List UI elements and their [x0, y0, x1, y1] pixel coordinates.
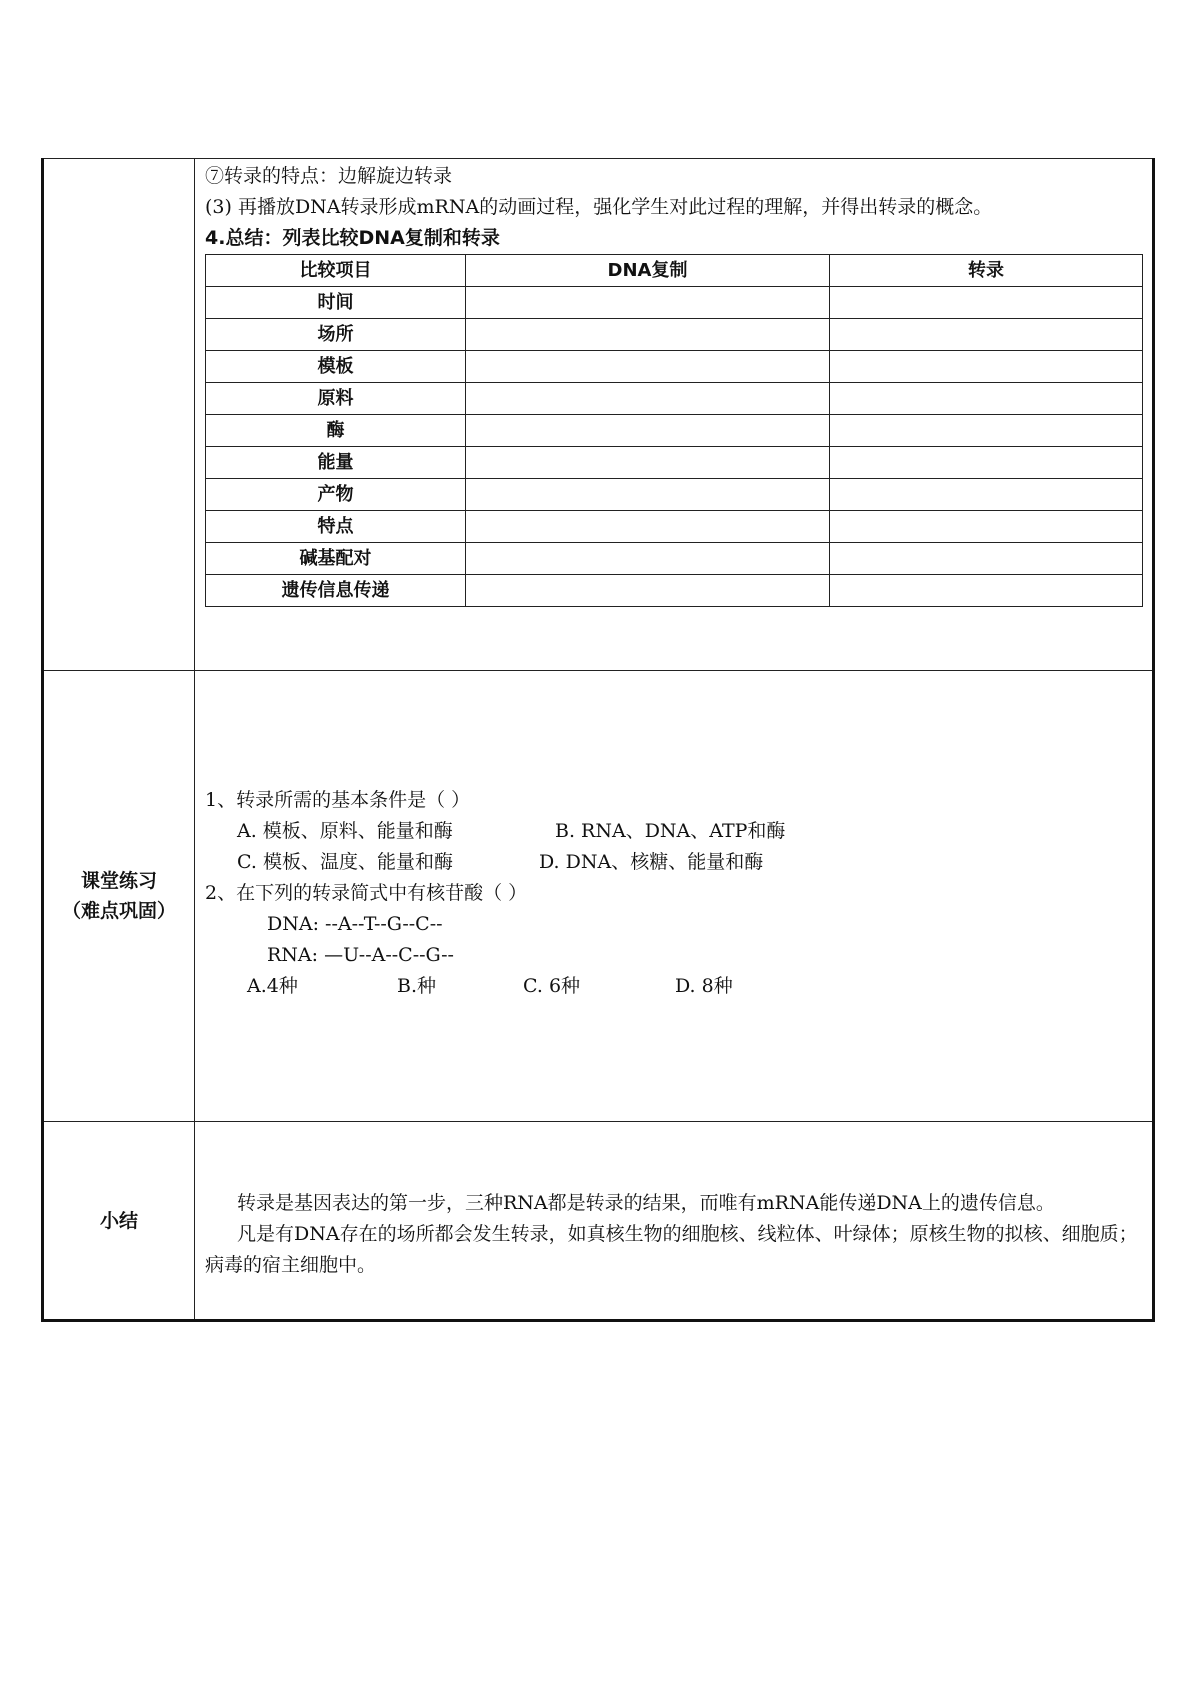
- animation-step-line: (3) 再播放DNA转录形成mRNA的动画过程，强化学生对此过程的理解，并得出转录的概念。: [205, 196, 993, 218]
- row-label: 能量: [206, 447, 466, 479]
- dna-replication-cell[interactable]: [466, 511, 830, 543]
- comparison-header-row: [206, 255, 1143, 287]
- option-d[interactable]: D. 8种: [675, 975, 733, 997]
- transcription-cell[interactable]: [830, 543, 1143, 575]
- exercise-row: [43, 671, 1154, 1122]
- comparison-row: [206, 351, 1143, 383]
- comparison-row: [206, 319, 1143, 351]
- summary-label: 小结: [99, 1209, 138, 1232]
- row-label: 时间: [206, 287, 466, 319]
- row-label: 模板: [206, 351, 466, 383]
- transcription-cell[interactable]: [830, 447, 1143, 479]
- row-label: 原料: [206, 383, 466, 415]
- comparison-row: [206, 415, 1143, 447]
- option-b[interactable]: B. RNA、DNA、ATP和酶: [555, 820, 786, 842]
- question-1-options-ab: [205, 816, 1140, 847]
- row-label: 场所: [206, 319, 466, 351]
- dna-replication-cell[interactable]: [466, 447, 830, 479]
- option-a[interactable]: A. 模板、原料、能量和酶: [237, 820, 453, 842]
- dna-replication-cell[interactable]: [466, 383, 830, 415]
- transcription-cell[interactable]: [830, 415, 1143, 447]
- summary-content-cell: [195, 1122, 1154, 1321]
- comparison-row: [206, 575, 1143, 607]
- dna-replication-cell[interactable]: [466, 415, 830, 447]
- comparison-row: [206, 383, 1143, 415]
- option-d[interactable]: D. DNA、核糖、能量和酶: [539, 851, 764, 873]
- question-2-options: [205, 971, 1140, 1002]
- dna-replication-cell[interactable]: [466, 351, 830, 383]
- exercise-label: 课堂练习: [80, 870, 157, 892]
- transcription-cell[interactable]: [830, 575, 1143, 607]
- comparison-row: [206, 479, 1143, 511]
- transcription-feature-line: ⑦转录的特点：边解旋边转录: [205, 165, 453, 187]
- row-label: 碱基配对: [206, 543, 466, 575]
- header-dna-replication: DNA复制: [466, 255, 830, 287]
- comparison-row: [206, 447, 1143, 479]
- header-item: 比较项目: [206, 255, 466, 287]
- question-1: 1、转录所需的基本条件是（ ）: [205, 789, 471, 811]
- transcription-cell[interactable]: [830, 479, 1143, 511]
- summary-label-cell: [43, 1122, 195, 1321]
- summary-row: [43, 1122, 1154, 1321]
- transcription-cell[interactable]: [830, 287, 1143, 319]
- exercise-content-cell: [195, 671, 1154, 1122]
- lesson-plan-table: [41, 158, 1155, 1322]
- label-cell-empty: [43, 159, 195, 671]
- rna-sequence: RNA: —U--A--C--G--: [267, 944, 454, 966]
- summary-paragraph-2: 凡是有DNA存在的场所都会发生转录，如真核生物的细胞核、线粒体、叶绿体；原核生物的拟核、细胞质；病毒的宿主细胞中。: [205, 1223, 1138, 1276]
- dna-sequence: DNA: --A--T--G--C--: [267, 913, 443, 935]
- comparison-table: [205, 254, 1143, 607]
- teaching-content-cell: [195, 159, 1154, 671]
- summary-heading: 4.总结：列表比较DNA复制和转录: [205, 227, 500, 249]
- dna-replication-cell[interactable]: [466, 319, 830, 351]
- transcription-cell[interactable]: [830, 351, 1143, 383]
- summary-paragraph-1: 转录是基因表达的第一步，三种RNA都是转录的结果，而唯有mRNA能传递DNA上的遗传信息。: [237, 1192, 1055, 1214]
- row-label: 特点: [206, 511, 466, 543]
- row-label: 遗传信息传递: [206, 575, 466, 607]
- option-a[interactable]: A.4种: [247, 975, 298, 997]
- comparison-row: [206, 287, 1143, 319]
- dna-replication-cell[interactable]: [466, 575, 830, 607]
- row-label: 酶: [206, 415, 466, 447]
- option-b[interactable]: B.种: [397, 975, 437, 997]
- option-c[interactable]: C. 模板、温度、能量和酶: [237, 851, 453, 873]
- question-1-options-cd: [205, 847, 1140, 878]
- row-label: 产物: [206, 479, 466, 511]
- comparison-row: [206, 511, 1143, 543]
- dna-replication-cell[interactable]: [466, 287, 830, 319]
- transcription-cell[interactable]: [830, 383, 1143, 415]
- question-2: 2、在下列的转录简式中有核苷酸（ ）: [205, 882, 528, 904]
- transcription-cell[interactable]: [830, 511, 1143, 543]
- teaching-process-row: [43, 159, 1154, 671]
- dna-replication-cell[interactable]: [466, 479, 830, 511]
- option-c[interactable]: C. 6种: [523, 975, 581, 997]
- comparison-row: [206, 543, 1143, 575]
- dna-replication-cell[interactable]: [466, 543, 830, 575]
- transcription-cell[interactable]: [830, 319, 1143, 351]
- exercise-label-cell: [43, 671, 195, 1122]
- exercise-sublabel: （难点巩固）: [61, 900, 176, 922]
- header-transcription: 转录: [830, 255, 1143, 287]
